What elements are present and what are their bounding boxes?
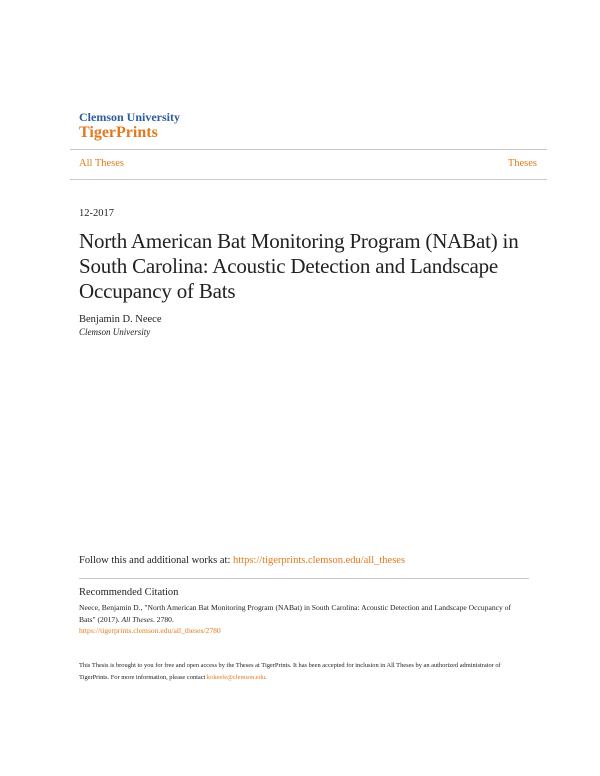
citation-link[interactable]: https://tigerprints.clemson.edu/all_theses/2780: [79, 626, 221, 635]
citation-body: Neece, Benjamin D., "North American Bat Monitoring Program (NABat) in South Carolina: Acoustic Detection and Landscape Occupancy of Bats" (2017).: [79, 603, 512, 624]
follow-prefix: Follow this and additional works at:: [79, 555, 233, 566]
access-notice: [79, 660, 529, 684]
thesis-title: North American Bat Monitoring Program (NABat) in South Carolina: Acoustic Detection and Landscape Occupancy of Bats: [79, 229, 519, 303]
access-notice-end: .: [265, 674, 267, 681]
citation-text: [79, 602, 529, 637]
citation-divider: [79, 578, 529, 579]
repository-name[interactable]: TigerPrints: [79, 124, 158, 141]
contact-email-link[interactable]: kokeefe@clemson.edu: [206, 674, 266, 681]
publication-date: 12-2017: [79, 208, 114, 219]
all-theses-link[interactable]: All Theses: [79, 158, 125, 169]
theses-link[interactable]: Theses: [507, 158, 537, 169]
header-divider-top: [70, 149, 547, 150]
institution-name: Clemson University: [79, 110, 180, 124]
access-notice-text: This Thesis is brought to you for free and open access by the Theses at TigerPrints. It has been accepted for inclusion in All Theses by an authorized administrator of TigerPrints. For more information, please contact: [79, 662, 501, 681]
header-divider-bottom: [70, 179, 547, 180]
citation-series: All Theses: [121, 614, 153, 624]
citation-heading: Recommended Citation: [79, 587, 179, 598]
author-name: Benjamin D. Neece: [79, 314, 162, 325]
follow-line: [79, 554, 405, 568]
citation-number: . 2780.: [152, 614, 174, 624]
author-affiliation: Clemson University: [79, 327, 151, 337]
collection-link[interactable]: https://tigerprints.clemson.edu/all_theses: [233, 555, 406, 566]
